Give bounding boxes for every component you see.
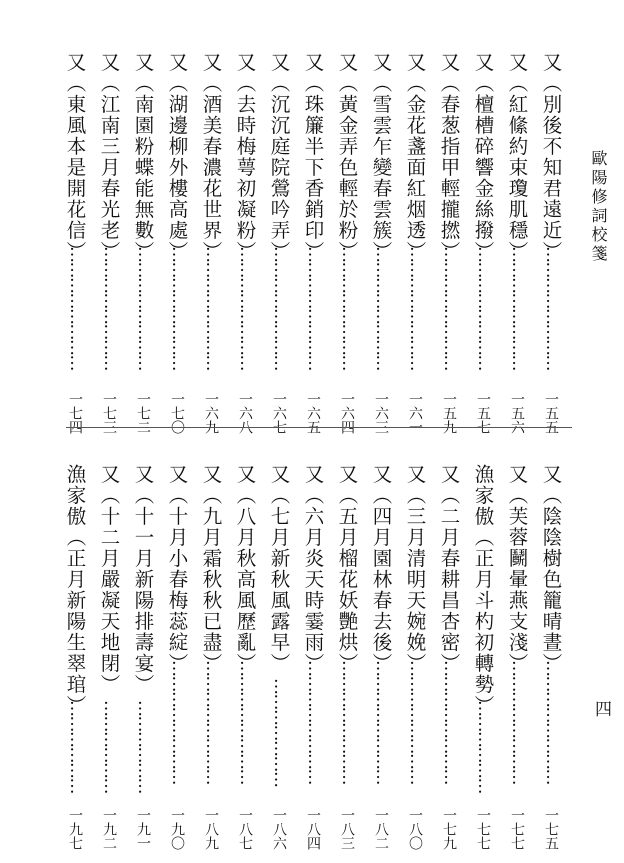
toc-leader-dots: …………………… [236, 246, 256, 370]
toc-leader-dots: ……………… [66, 700, 86, 793]
toc-entry-title: 又（紅絛約束瓊肌穩） [505, 52, 529, 262]
toc-page-number: 一九七 [67, 808, 83, 850]
folio-number: 四 [591, 700, 611, 717]
toc-entry-title: 又（十二月嚴凝天地閉） [97, 464, 121, 695]
toc-leader-dots: …………………… [372, 660, 392, 784]
toc-page-number: 一五六 [509, 392, 525, 434]
section-divider [66, 427, 572, 428]
toc-page-number: 一八二 [373, 808, 389, 850]
toc-entry-title: 又（去時梅萼初凝粉） [233, 52, 257, 262]
toc-entry-title: 又（陰陰樹色籠晴晝） [539, 464, 563, 674]
toc-entry-title: 又（五月榴花妖艷烘） [335, 464, 359, 674]
toc-entry-title: 又（湖邊柳外樓高處） [165, 52, 189, 262]
toc-entry-title: 又（南園粉蝶能無數） [131, 52, 155, 262]
toc-leader-dots: …………………… [100, 246, 120, 370]
toc-entry-title: 又（檀槽碎響金絲撥） [471, 52, 495, 262]
toc-leader-dots: …………………… [508, 246, 528, 370]
toc-entry-title: 又（三月清明天婉娩） [403, 464, 427, 674]
toc-page-number: 一六五 [305, 392, 321, 434]
toc-page-number: 一六三 [373, 392, 389, 434]
toc-leader-dots: …………………… [440, 246, 460, 370]
toc-entry-title: 又（酒美春濃花世界） [199, 52, 223, 262]
toc-page-number: 一六七 [271, 392, 287, 434]
toc-page-number: 一八三 [339, 808, 355, 850]
toc-page-number: 一六一 [407, 392, 423, 434]
toc-page-number: 一八九 [203, 808, 219, 850]
toc-page-number: 一六八 [237, 392, 253, 434]
toc-entry-title: 又（九月霜秋秋已盡） [199, 464, 223, 674]
toc-entry-title: 又（雪雲乍變春雲簇） [369, 52, 393, 262]
toc-page-number: 一八七 [237, 808, 253, 850]
toc-leader-dots: …………………… [168, 660, 188, 784]
toc-leader-dots: …………………… [236, 660, 256, 784]
toc-page-number: 一七二 [135, 392, 151, 434]
toc-leader-dots: …………………… [508, 660, 528, 784]
toc-leader-dots: …………………… [406, 246, 426, 370]
toc-leader-dots: ……………… [134, 700, 154, 793]
toc-page-number: 一七九 [441, 808, 457, 850]
toc-leader-dots: …………………… [406, 660, 426, 784]
toc-entry-title: 又（別後不知君遠近） [539, 52, 563, 262]
toc-leader-dots: …………………… [474, 246, 494, 370]
toc-leader-dots: …………………… [202, 660, 222, 784]
toc-leader-dots: …………………… [542, 246, 562, 370]
toc-entry-title: 又（東風本是開花信） [63, 52, 87, 262]
toc-page-number: 一七〇 [169, 392, 185, 434]
toc-leader-dots: …………………… [440, 660, 460, 784]
toc-entry-title: 漁家傲（正月新陽生翠琯） [63, 464, 87, 716]
toc-entry-title: 又（黃金弄色輕於粉） [335, 52, 359, 262]
toc-entry-title: 又（八月秋高風歷亂） [233, 464, 257, 674]
toc-page-number: 一七五 [543, 808, 559, 850]
toc-entry-title: 又（珠簾半下香銷印） [301, 52, 325, 262]
toc-page-number: 一九〇 [169, 808, 185, 850]
toc-page-number: 一九二 [101, 808, 117, 850]
toc-leader-dots: …………………… [66, 246, 86, 370]
toc-entry-title: 又（芙蓉鬭暈燕支淺） [505, 464, 529, 674]
toc-entry-title: 又（沉沉庭院鶯吟弄） [267, 52, 291, 262]
toc-leader-dots: …………………… [542, 660, 562, 784]
running-header-title: 歐陽修詞校箋 [589, 150, 608, 264]
toc-entry-title: 又（六月炎天時霎雨） [301, 464, 325, 674]
toc-page-number: 一七七 [475, 808, 491, 850]
toc-entry-title: 又（江南三月春光老） [97, 52, 121, 262]
toc-page-number: 一六四 [339, 392, 355, 434]
toc-page-number: 一九一 [135, 808, 151, 850]
toc-leader-dots: ……………… [474, 700, 494, 793]
toc-leader-dots: …………………… [134, 246, 154, 370]
toc-entry-title: 又（七月新秋風露早） [267, 464, 291, 674]
toc-entry-title: 又（二月春耕昌杏密） [437, 464, 461, 674]
toc-page-number: 一八四 [305, 808, 321, 850]
toc-leader-dots: …………………… [304, 246, 324, 370]
toc-leader-dots: ………………… [270, 678, 290, 787]
toc-page-number: 一五九 [441, 392, 457, 434]
toc-leader-dots: …………………… [338, 246, 358, 370]
toc-leader-dots: …………………… [338, 660, 358, 784]
toc-leader-dots: …………………… [270, 246, 290, 370]
toc-entry-title: 又（金花盞面紅烟透） [403, 52, 427, 262]
toc-page-number: 一五七 [475, 392, 491, 434]
toc-leader-dots: …………………… [304, 660, 324, 784]
toc-entry-title: 又（十一月新陽排壽宴） [131, 464, 155, 695]
toc-entry-title: 又（四月園林春去後） [369, 464, 393, 674]
toc-page-number: 一六九 [203, 392, 219, 434]
toc-page-number: 一八〇 [407, 808, 423, 850]
toc-page-number: 一八六 [271, 808, 287, 850]
toc-leader-dots: ……………… [100, 700, 120, 793]
toc-leader-dots: …………………… [202, 246, 222, 370]
toc-entry-title: 漁家傲（正月斗杓初轉勢） [471, 464, 495, 716]
toc-page-number: 一五五 [543, 392, 559, 434]
toc-page-number: 一七七 [509, 808, 525, 850]
toc-entry-title: 又（春葱指甲輕攏撚） [437, 52, 461, 262]
toc-page-number: 一七三 [101, 392, 117, 434]
toc-page-number: 一七四 [67, 392, 83, 434]
toc-leader-dots: …………………… [168, 246, 188, 370]
toc-entry-title: 又（十月小春梅蕊綻） [165, 464, 189, 674]
toc-leader-dots: …………………… [372, 246, 392, 370]
